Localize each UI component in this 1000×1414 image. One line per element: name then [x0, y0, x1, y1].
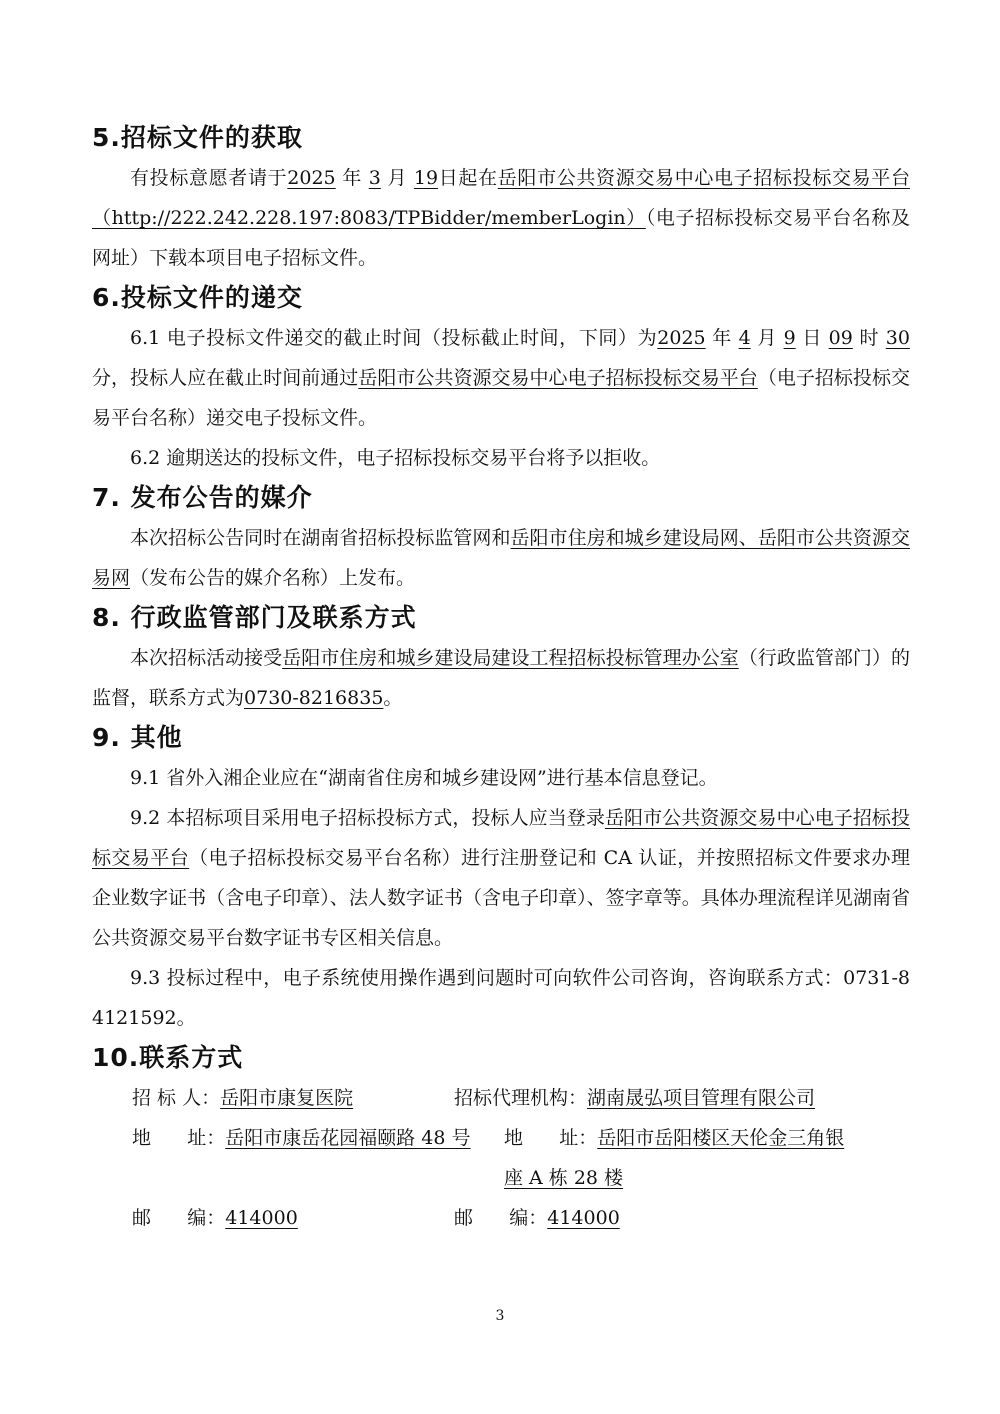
- section-9-3-paragraph: 9.3 投标过程中，电子系统使用操作遇到问题时可向软件公司咨询，咨询联系方式：0731-84121592。: [92, 967, 910, 1029]
- section-6-title: 6.投标文件的递交: [92, 283, 303, 312]
- platform-link: 岳阳市公共资源交易中心电子招标投标交易平台（http://222.242.228.197:8083/TPBidder/memberLogin）: [92, 167, 910, 229]
- contact-row-address-cont: [92, 1158, 910, 1198]
- section-7-title: 7. 发布公告的媒介: [92, 483, 313, 512]
- agent-address-cont: 座 A 栋 28 楼: [504, 1167, 624, 1189]
- section-9-1-paragraph: 9.1 省外入湘企业应在“湖南省住房和城乡建设网”进行基本信息登记。: [130, 767, 718, 789]
- section-8-title: 8. 行政监管部门及联系方式: [92, 603, 417, 632]
- tenderer-address: 岳阳市康岳花园福颐路 48 号: [225, 1127, 471, 1149]
- section-5-title: 5.招标文件的获取: [92, 123, 303, 152]
- contact-row-names: 招 标 人：岳阳市康复医院 招标代理机构：湖南晟弘项目管理有限公司: [132, 1087, 816, 1109]
- agent-address: 岳阳市岳阳楼区天伦金三角银: [597, 1127, 845, 1149]
- agent-zip: 414000: [547, 1207, 620, 1229]
- section-9-title: 9. 其他: [92, 723, 183, 752]
- section-6-1-paragraph: 6.1 电子投标文件递交的截止时间（投标截止时间，下同）为2025 年 4 月 9 日 09 时 30分，投标人应在截止时间前通过岳阳市公共资源交易中心电子招标投标交易平台（电子招标投标交易平台名称）递交电子投标文件。: [92, 327, 910, 429]
- contact-row-zip: 邮 编：414000 邮 编：414000: [132, 1207, 620, 1229]
- contact-row-address: 地 址：岳阳市康岳花园福颐路 48 号 地 址：岳阳市岳阳楼区天伦金三角银: [132, 1127, 845, 1149]
- tenderer-name: 岳阳市康复医院: [220, 1087, 354, 1109]
- section-9-2-paragraph: 9.2 本招标项目采用电子招标投标方式，投标人应当登录岳阳市公共资源交易中心电子招标投标交易平台（电子招标投标交易平台名称）进行注册登记和 CA 认证，并按照招标文件要求办理企业数字证书（含电子印章）、法人数字证书（含电子印章）、签字章等。具体办理流程详见湖南省公共资源交易平台数字证书专区相关信息。: [92, 807, 910, 949]
- section-5-paragraph: 有投标意愿者请于2025 年 3 月 19日起在岳阳市公共资源交易中心电子招标投标交易平台（http://222.242.228.197:8083/TPBidder/memberLogin）（电子招标投标交易平台名称及网址）下载本项目电子招标文件。: [92, 167, 910, 269]
- section-6-2-paragraph: 6.2 逾期送达的投标文件，电子招标投标交易平台将予以拒收。: [130, 447, 661, 469]
- page-number: 3: [495, 1308, 505, 1324]
- agent-name: 湖南晟弘项目管理有限公司: [587, 1087, 816, 1109]
- tenderer-zip: 414000: [225, 1207, 298, 1229]
- contact-table: [92, 1078, 910, 1238]
- document-page: [92, 118, 910, 1238]
- section-10-title: 10.联系方式: [92, 1043, 244, 1072]
- section-8-paragraph: 本次招标活动接受岳阳市住房和城乡建设局建设工程招标投标管理办公室（行政监管部门）的监督，联系方式为0730-8216835。: [92, 647, 910, 709]
- section-7-paragraph: 本次招标公告同时在湖南省招标投标监管网和岳阳市住房和城乡建设局网、岳阳市公共资源交易网（发布公告的媒介名称）上发布。: [92, 527, 910, 589]
